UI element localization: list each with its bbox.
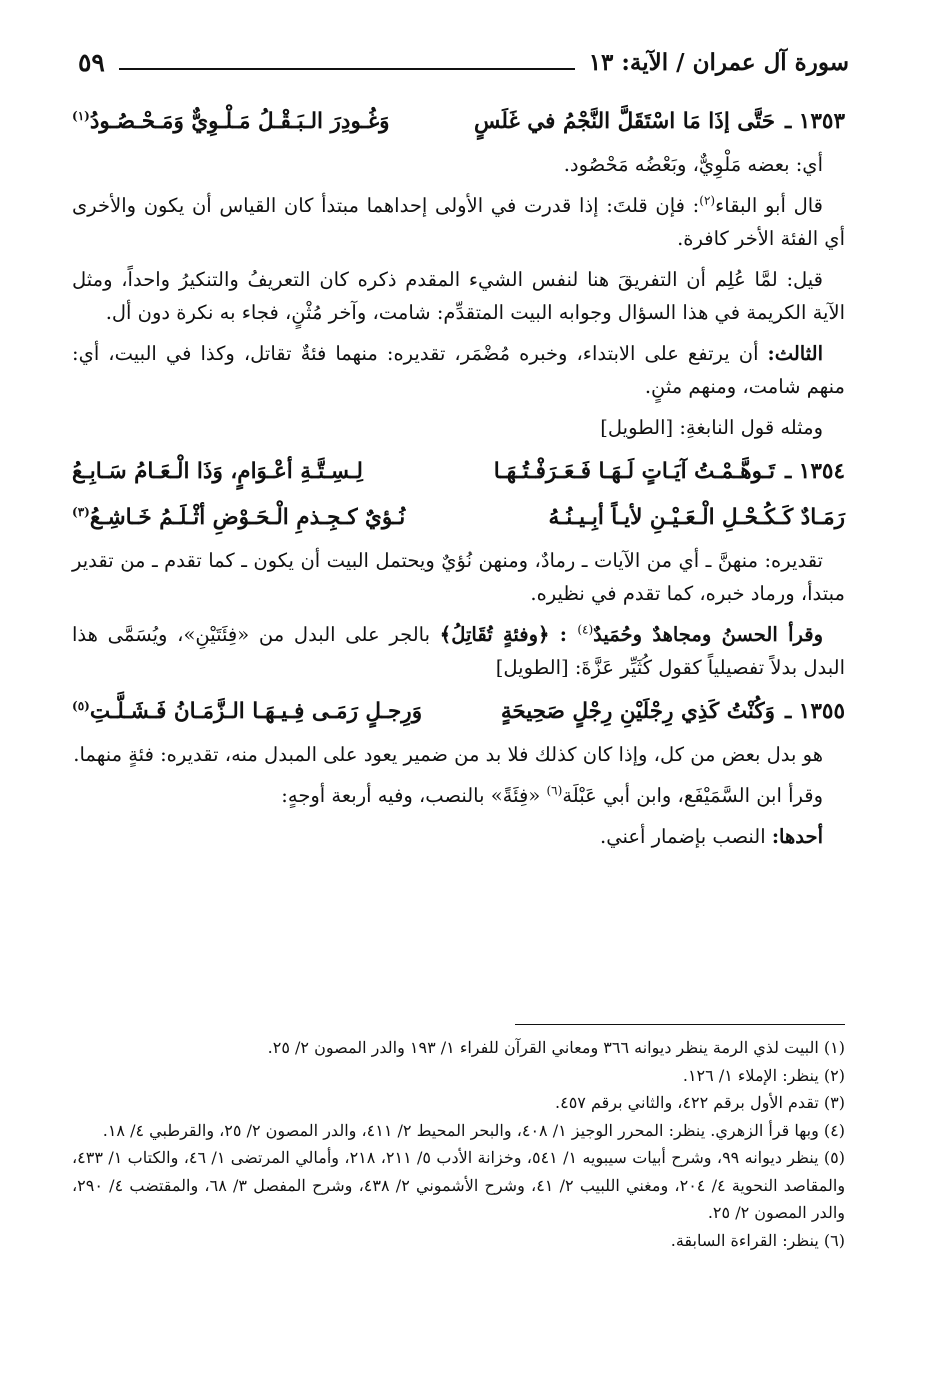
verse-text: وَكُنْتُ كَذِي رِجْلَيْنِ رِجْلٍ صَحِيحَةٍ (500, 699, 775, 724)
footnote: (٣) تقدم الأول برقم ٤٢٢، والثاني برقم ٤٥٧. (555, 1093, 845, 1112)
paragraph: ومثله قول النابغةِ: [الطويل] (600, 416, 823, 439)
footnote-ref: (٢) (699, 193, 716, 208)
footnote-separator (515, 1024, 845, 1025)
verse-text: نُـؤيٌ كـجِـذمِ الْـحَـوْضِ أثْـلَـمُ خَـاشِـعُ (89, 505, 406, 530)
paragraph-text: «فِئَةً» بالنصب، وفيه أربعة أوجهٍ: (281, 784, 547, 807)
paragraph: أي: بعضه مَلْوِيٌّ، وبَعْضُه مَحْصُود. (563, 153, 823, 176)
section-label: الثالث: (767, 342, 823, 365)
footnote-ref: (١) (72, 108, 90, 123)
paragraph: تقديره: منهنَّ ـ أي من الآيات ـ رمادٌ، ومنهن نُؤيٌ ويحتمل البيت أن يكون ـ كما تقدم ـ من تقدير مبتدأ، ورماد خبره، كما تقدم في نظيره. (72, 549, 845, 605)
footnote: (٢) ينظر: الإملاء ١/ ١٢٦. (682, 1065, 845, 1085)
verse-first-hemistich: رَمَـادٌ كَـكُـحْـلِ الْـعَـيْـنِ لأيـاً أبِـيـنُـهُ (548, 505, 845, 530)
verse-second-hemistich (72, 498, 405, 538)
footnote-ref: (٥) (72, 698, 90, 713)
verse-text: وَغُـودِرَ الـبَـقْـلُ مَـلْـوِيٌّ وَمَـحْـصُـودُ (89, 109, 390, 134)
header-rule (119, 68, 575, 70)
footnote: (١) البيت لذي الرمة ينظر ديوانه ٣٦٦ ومعاني القرآن للفراء ١/ ١٩٣ والدر المصون ٢/ ٢٥. (267, 1038, 845, 1057)
verse-second-hemistich: لِـسِـتَّـةِ أعْـوَامٍ، وَذَا الْـعَـامُ سَـابِـعُ (72, 459, 363, 484)
running-title: سورة آل عمران / الآية: ١٣ (588, 48, 849, 76)
paragraph-text: وقرأ ابن السَّمَيْفَع، وابن أبي عَبْلَة (562, 784, 823, 807)
paragraph (72, 618, 845, 684)
verse-number: ١٣٥٥ ـ (785, 699, 845, 724)
verse-second-hemistich (72, 102, 390, 142)
paragraph-text: أن يرتفع على الابتداء، وخبره مُضْمَر، تقديره: منهما فئةٌ تقاتل، وكذا في البيت، أي: منهم شامت، ومنهم مثنٍ. (72, 342, 845, 398)
verse-number: ١٣٥٤ ـ (785, 459, 845, 484)
page-number: ٥٩ (78, 47, 105, 77)
quran-quote: : ﴿وفئةٍ تُقَاتِلُ﴾ (439, 623, 578, 646)
verse-first-hemistich (501, 692, 845, 732)
verse-1354-second (72, 498, 845, 538)
paragraph (72, 337, 845, 403)
verse-first-hemistich (494, 452, 845, 492)
footnotes (72, 1034, 845, 1254)
verse-1353 (72, 102, 845, 142)
paragraph-text: : فإن قلتَ: إذا قدرت في الأولى إحداهما مبتدأ كان القياس أن يكون والأخرى أي الفئة الأخر كافرة. (72, 194, 845, 250)
paragraph-text: بالجر على البدل من «فِئَتَيْنِ»، ويُسَمَّى هذا البدل بدلاً تفصيلياً كقول كُثَيِّر عَزَّةَ: [الطويل] (72, 623, 845, 679)
main-text (72, 100, 845, 861)
verse-number: ١٣٥٣ ـ (785, 109, 845, 134)
readers-list: وقرأ الحسنُ ومجاهدٌ وحُمَيدٌ (593, 623, 823, 646)
footnote-ref: (٣) (72, 504, 90, 519)
footnote: (٥) ينظر ديوانه ٩٩، وشرح أبيات سيبويه ١/ ٥٤١، وخزانة الأدب ٥/ ٢١١، ٢١٨، وأمالي المرتضى ١/ ٤٦، والكتاب ١/ ٤٣٣، والمقاصد النحوية ٤/ ٢٠٤، ومغني اللبيب ٢/ ٤١، وشرح الأشموني ٢/ ٤٣٨، وشرح المفصل ٣/ ٦٨، والمقتضب ٤/ ٢٩٠، والدر المصون ٢/ ٢٥. (72, 1148, 846, 1222)
paragraph: قيل: لمَّا عُلِم أن التفريقَ هنا لنفس الشيء المقدم ذكره كان التعريفُ والتنكيرُ واحداً، ومثل الآية الكريمة في هذا السؤال وجوابه البيت المتقدِّم: شامت، وآخر مُثْنٍ، فجاء به نكرة دون أل. (72, 268, 845, 324)
section-label: أحدها: (771, 825, 823, 848)
verse-text: حَتَّى إذَا مَا اسْتَقَلَّ النَّجْمُ في غَلَسٍ (474, 109, 775, 134)
verse-1355 (72, 692, 845, 732)
verse-first-hemistich (474, 102, 845, 142)
paragraph: هو بدل بعض من كل، وإذا كان كذلك فلا بد من ضمير يعود على المبدل منه، تقديره: فئةٍ منهما. (73, 743, 823, 766)
verse-text: تَـوهَّـمْـتُ آيَـاتٍ لَـهَـا فَـعَـرَفْـتُـهَـا (493, 459, 775, 484)
footnote-ref: (٦) (546, 783, 563, 798)
verse-1354-first (72, 452, 845, 492)
paragraph (72, 779, 845, 812)
verse-second-hemistich (72, 692, 422, 732)
paragraph-text: قال أبو البقاء (715, 194, 823, 217)
footnote: (٤) وبها قرأ الزهري. ينظر: المحرر الوجيز ١/ ٤٠٨، والبحر المحيط ٢/ ٤١١، والدر المصون ٢/ ٢٥، والقرطبي ٤/ ١٨. (102, 1120, 845, 1140)
paragraph-text: النصب بإضمار أعني. (600, 825, 772, 848)
verse-text: وَرِجـلٍ رَمَـى فِـيـهَـا الـزَّمَـانُ فَـشَـلَّـتِ (89, 699, 423, 724)
footnote: (٦) ينظر: القراءة السابقة. (670, 1230, 845, 1250)
paragraph (72, 820, 845, 853)
running-header (78, 42, 849, 82)
paragraph (72, 189, 845, 255)
footnote-ref: (٤) (577, 622, 594, 637)
